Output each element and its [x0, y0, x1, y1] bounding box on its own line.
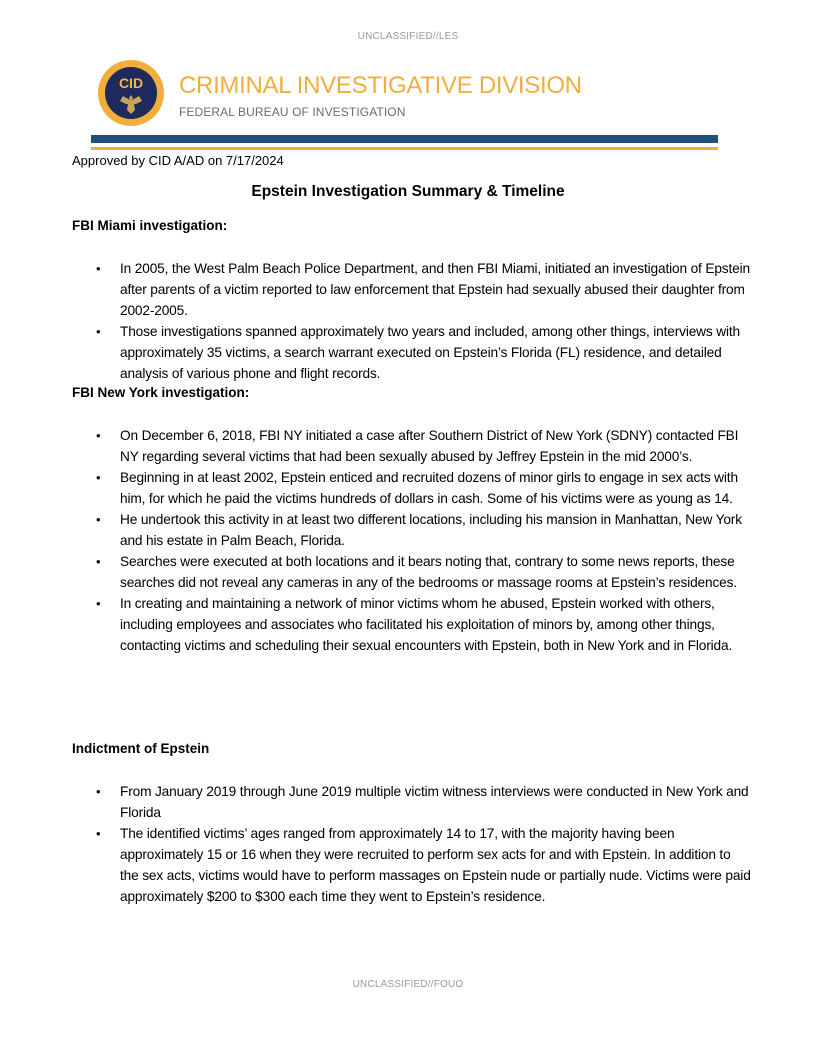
header-rule-gold [91, 147, 718, 150]
section-heading: Indictment of Epstein [72, 741, 210, 756]
list-item [72, 823, 752, 907]
list-item-text: Those investigations spanned approximately two years and included, among other things, interviews with approximately 35 victims, a search warrant executed on Epstein’s Florida (FL) residence, and detailed analysis of various phone and flight records. [120, 324, 740, 381]
bullet-icon: • [96, 784, 101, 799]
list-item [72, 781, 752, 823]
bullet-icon: • [96, 428, 101, 443]
bullet-icon: • [96, 512, 101, 527]
list-item [72, 425, 752, 467]
list-item-text: Searches were executed at both locations and it bears noting that, contrary to some news reports, these searches did not reveal any cameras in any of the bedrooms or massage rooms at Epstein’s residences. [120, 554, 737, 590]
approval-line: Approved by CID A/AD on 7/17/2024 [72, 153, 284, 168]
bullet-icon: • [96, 470, 101, 485]
bullet-icon: • [96, 324, 101, 339]
bullet-icon: • [96, 596, 101, 611]
bullet-icon: • [96, 826, 101, 841]
cid-seal-icon [98, 60, 164, 126]
bullet-icon: • [96, 554, 101, 569]
section-heading: FBI New York investigation: [72, 385, 250, 400]
section-indictment [72, 741, 752, 907]
list-item-text: In creating and maintaining a network of minor victims whom he abused, Epstein worked with others, including employees and associates who facilitated his exploitation of minors by, among other things, contacting victims and scheduling their sexual encounters with Epstein, both in New York and in Florida. [120, 596, 733, 653]
bullet-list [72, 258, 752, 384]
section-fbi-miami [72, 218, 752, 384]
classification-marking-bottom: UNCLASSIFIED//FOUO [352, 979, 464, 990]
bullet-list [72, 781, 752, 907]
list-item [72, 467, 752, 509]
list-item [72, 551, 752, 593]
section-fbi-new-york [72, 385, 752, 656]
bullet-icon: • [96, 261, 101, 276]
list-item [72, 258, 752, 321]
seal-text: CID [118, 75, 144, 91]
list-item [72, 509, 752, 551]
seal-inner [105, 67, 157, 119]
list-item [72, 321, 752, 384]
document-title: Epstein Investigation Summary & Timeline [251, 183, 565, 200]
bullet-list [72, 425, 752, 656]
list-item-text: On December 6, 2018, FBI NY initiated a case after Southern District of New York (SDNY) contacted FBI NY regarding several victims that had been sexually abused by Jeffrey Epstein in the mid 2000’s. [120, 428, 739, 464]
header-rule-blue [91, 135, 718, 143]
bureau-subtitle: FEDERAL BUREAU OF INVESTIGATION [179, 105, 406, 119]
list-item-text: He undertook this activity in at least two different locations, including his mansion in Manhattan, New York and his estate in Palm Beach, Florida. [120, 512, 742, 548]
division-title: CRIMINAL INVESTIGATIVE DIVISION [179, 72, 582, 99]
list-item [72, 593, 752, 656]
list-item-text: The identified victims’ ages ranged from approximately 14 to 17, with the majority having been approximately 15 or 16 when they were recruited to perform sex acts for and with Epstein. In addition to the sex acts, victims would have to perform massages on Epstein nude or partially nude. Victims were paid approximately $200 to $300 each time they went to Epstein’s residence. [120, 826, 751, 904]
classification-marking-top: UNCLASSIFIED//LES [357, 31, 459, 42]
list-item-text: From January 2019 through June 2019 multiple victim witness interviews were conducted in New York and Florida [120, 784, 749, 820]
eagle-icon [118, 92, 144, 116]
list-item-text: Beginning in at least 2002, Epstein enticed and recruited dozens of minor girls to engage in sex acts with him, for which he paid the victims hundreds of dollars in cash. Some of his victims were as young as 14. [120, 470, 738, 506]
list-item-text: In 2005, the West Palm Beach Police Department, and then FBI Miami, initiated an investigation of Epstein after parents of a victim reported to law enforcement that Epstein had sexually abused their daughter from 2002-2005. [120, 261, 750, 318]
section-heading: FBI Miami investigation: [72, 218, 228, 233]
